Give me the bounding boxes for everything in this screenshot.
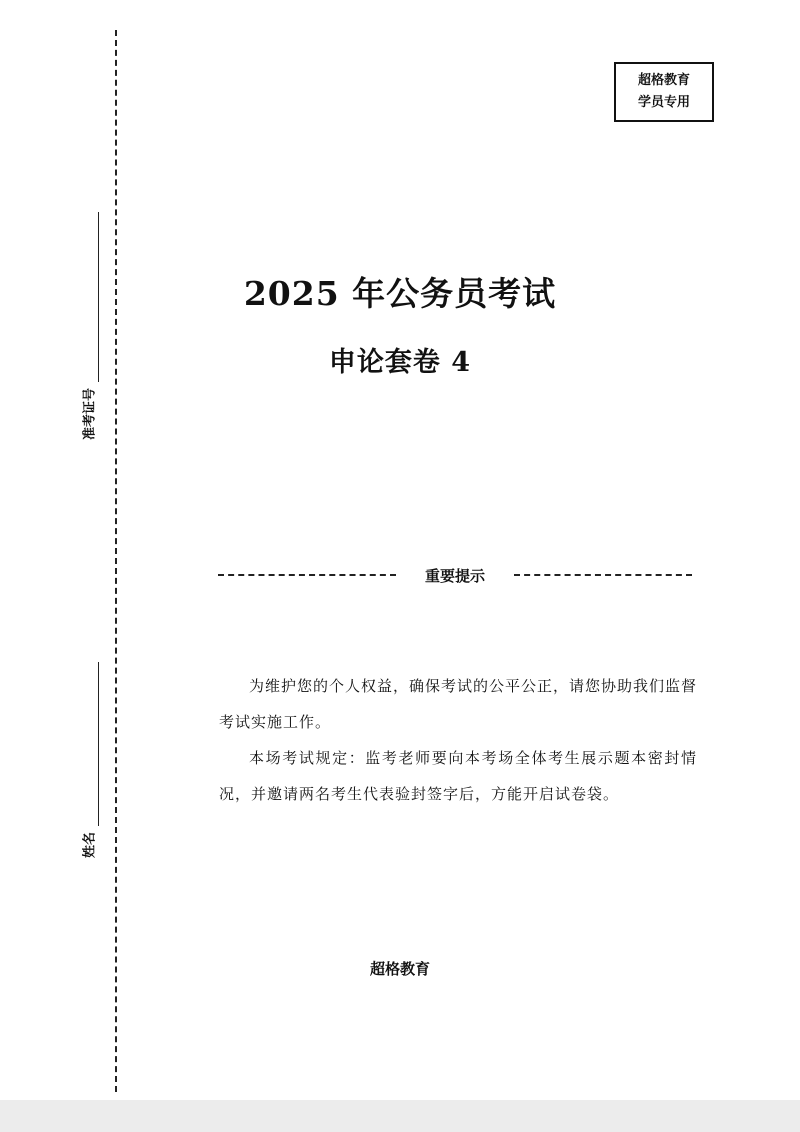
notice-left-dash bbox=[218, 574, 396, 576]
student-only-stamp bbox=[614, 62, 714, 122]
exam-subtitle: 申论套卷 4 bbox=[328, 347, 472, 378]
notice-right-dash bbox=[514, 574, 692, 576]
exam-title: 2025 年公务员考试 bbox=[243, 274, 557, 313]
exam-number-label: 准考证号 bbox=[82, 387, 98, 441]
stamp-line-2: 学员专用 bbox=[637, 95, 690, 110]
binding-cut-line bbox=[115, 30, 117, 1092]
publisher-name: 超格教育 bbox=[369, 960, 430, 978]
stamp-line-1: 超格教育 bbox=[637, 73, 690, 88]
notice-heading-row bbox=[218, 562, 692, 588]
name-field[interactable] bbox=[98, 662, 99, 826]
notice-paragraph-2: 本场考试规定：监考老师要向本考场全体考生展示题本密封情况，并邀请两名考生代表验封签字后，方能开启试卷袋。 bbox=[219, 749, 697, 803]
notice-heading: 重要提示 bbox=[424, 566, 485, 585]
notice-paragraph-1: 为维护您的个人权益，确保考试的公平公正，请您协助我们监督考试实施工作。 bbox=[219, 677, 698, 731]
scan-bottom-edge bbox=[0, 1100, 800, 1132]
name-label: 姓名 bbox=[82, 831, 98, 859]
notice-body bbox=[219, 668, 697, 812]
